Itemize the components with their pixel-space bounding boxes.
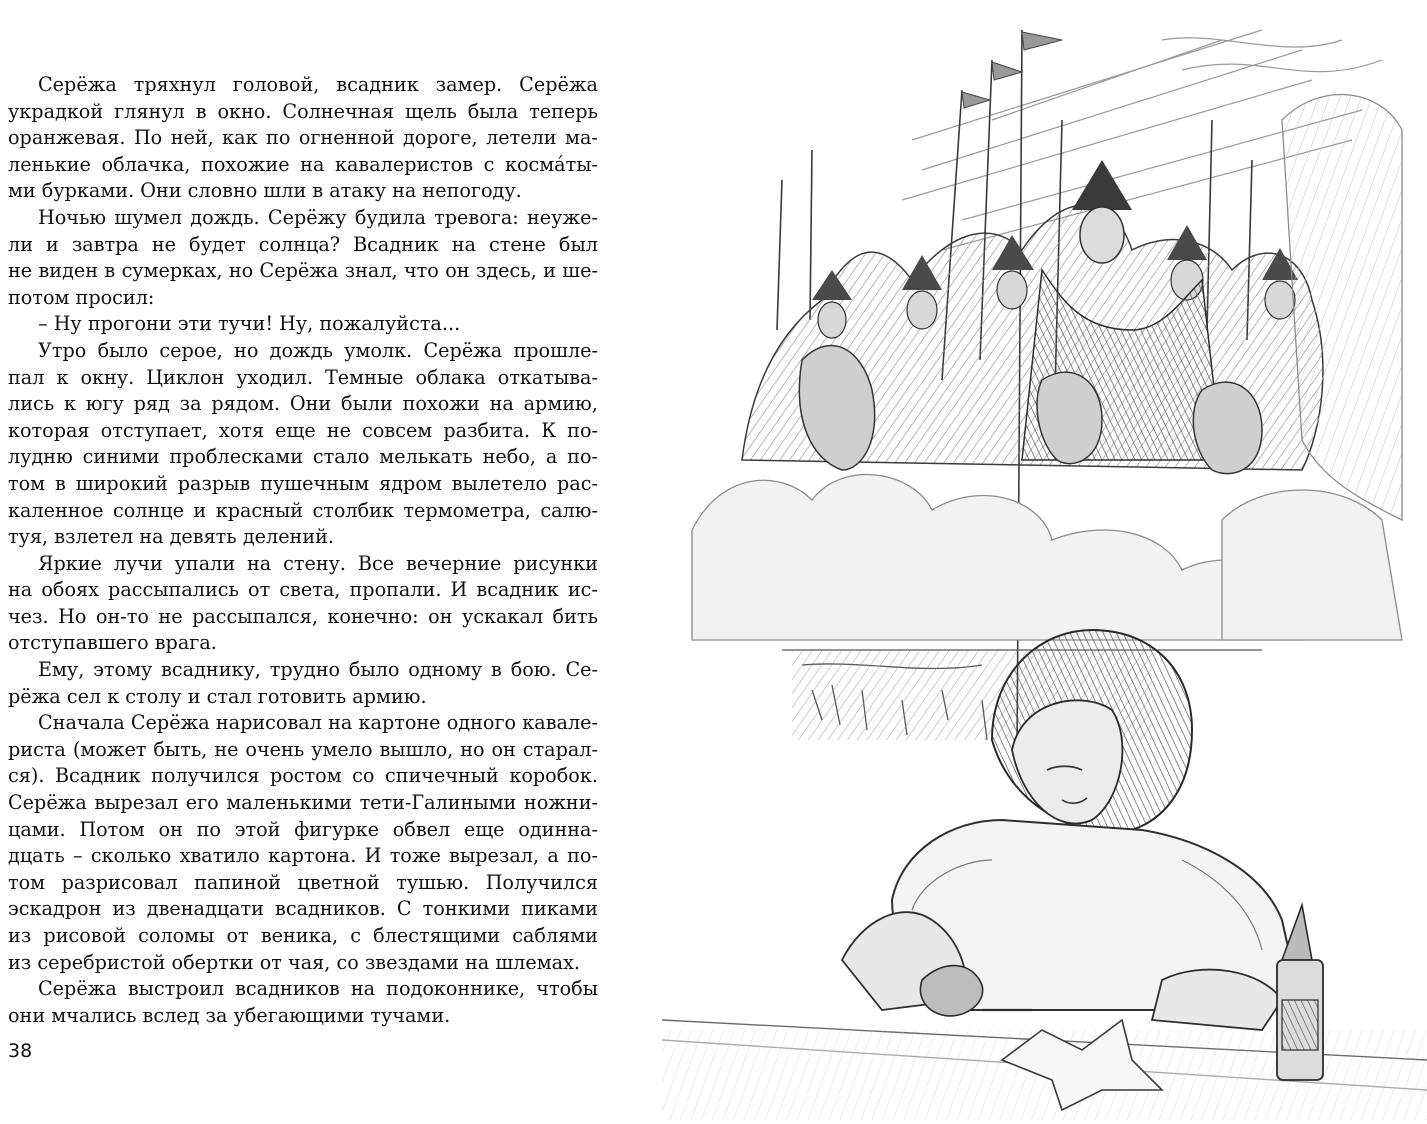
text-line: которая отступает, хотя еще не совсем разбита. К по-: [8, 418, 598, 442]
text-line: лись к югу ряд за рядом. Они были похожи на армию,: [8, 392, 598, 416]
text-line: туя, взлетел на девять делений.: [8, 525, 335, 549]
page-number: 38: [8, 1040, 33, 1062]
text-line: на обоях рассыпались от света, пропали. И всадник ис-: [8, 578, 598, 602]
text-line: том разрисовал папиной цветной тушью. Получился: [8, 870, 598, 894]
text-line: рёжа сел к столу и стал готовить армию.: [8, 684, 427, 708]
text-line: риста (может быть, не очень умело вышло, но он старал-: [8, 737, 598, 761]
text-line: том в широкий разрыв пушечным ядром вылетело рас-: [8, 471, 598, 495]
text-line: они мчались вслед за убегающими тучами.: [8, 1003, 451, 1027]
text-line: ми бурками. Они словно шли в атаку на непогоду.: [8, 179, 522, 203]
text-line: цами. Потом он по этой фигурке обвел еще одинна-: [8, 817, 598, 841]
text-line: каленное солнце и красный столбик термометра, салю-: [8, 498, 598, 522]
text-line: эскадрон из двенадцати всадников. С тонкими пиками: [8, 897, 598, 921]
text-line: оранжевая. По ней, как по огненной дороге, летели ма-: [8, 126, 598, 150]
text-line: дцать – сколько хватило картона. И тоже вырезал, а по-: [8, 844, 598, 868]
text-line: не виден в сумерках, но Серёжа знал, что он здесь, и ше-: [8, 259, 598, 283]
text-line: ли и завтра не будет солнца? Всадник на стене был: [8, 232, 598, 256]
text-line: из рисовой соломы от веника, с блестящими саблями: [8, 924, 598, 947]
text-line: ленькие облачка, похожие на кавалеристов с космáты-: [8, 152, 598, 176]
text-line: отступавшего врага.: [8, 631, 217, 655]
text-line: Серёжа выстроил всадников на подоконнике, чтобы: [38, 977, 598, 1001]
text-line: Яркие лучи упали на стену. Все вечерние рисунки: [38, 551, 598, 575]
text-line: Сначала Серёжа нарисовал на картоне одного кавале-: [38, 711, 598, 735]
text-line: ся). Всадник получился ростом со спичечный коробок.: [8, 764, 598, 788]
text-line: из серебристой обертки от чая, со звездами на шлемах.: [8, 950, 580, 974]
text-line: Серёжа тряхнул головой, всадник замер. Серёжа: [38, 73, 598, 96]
text-line: чез. Но он-то не рассыпался, конечно: он ускакал бить: [8, 604, 598, 628]
text-line: потом просил:: [8, 285, 155, 309]
pencil-illustration: [662, 0, 1427, 1124]
text-line: украдкой глянул в окно. Солнечная щель была теперь: [8, 99, 598, 123]
rider-group: [742, 160, 1323, 474]
text-line: – Ну прогони эти тучи! Ну, пожалуйста...: [38, 312, 461, 336]
right-page: [662, 0, 1427, 1124]
text-line: Ночью шумел дождь. Серёжу будила тревога: неуже-: [38, 205, 598, 229]
text-column: [8, 72, 598, 1029]
left-page: [0, 0, 660, 1124]
text-line: пал к окну. Циклон уходил. Темные облака откатыва-: [8, 365, 598, 389]
text-line: Утро было серое, но дождь умолк. Серёжа прошле-: [38, 338, 598, 362]
text-line: Ему, этому всаднику, трудно было одному в бою. Се-: [38, 658, 598, 682]
pennants: [962, 32, 1062, 108]
text-line: лудню синими проблесками стало мелькать небо, а по-: [8, 445, 598, 469]
text-line: Серёжа вырезал его маленькими тети-Галиными ножни-: [8, 791, 598, 815]
